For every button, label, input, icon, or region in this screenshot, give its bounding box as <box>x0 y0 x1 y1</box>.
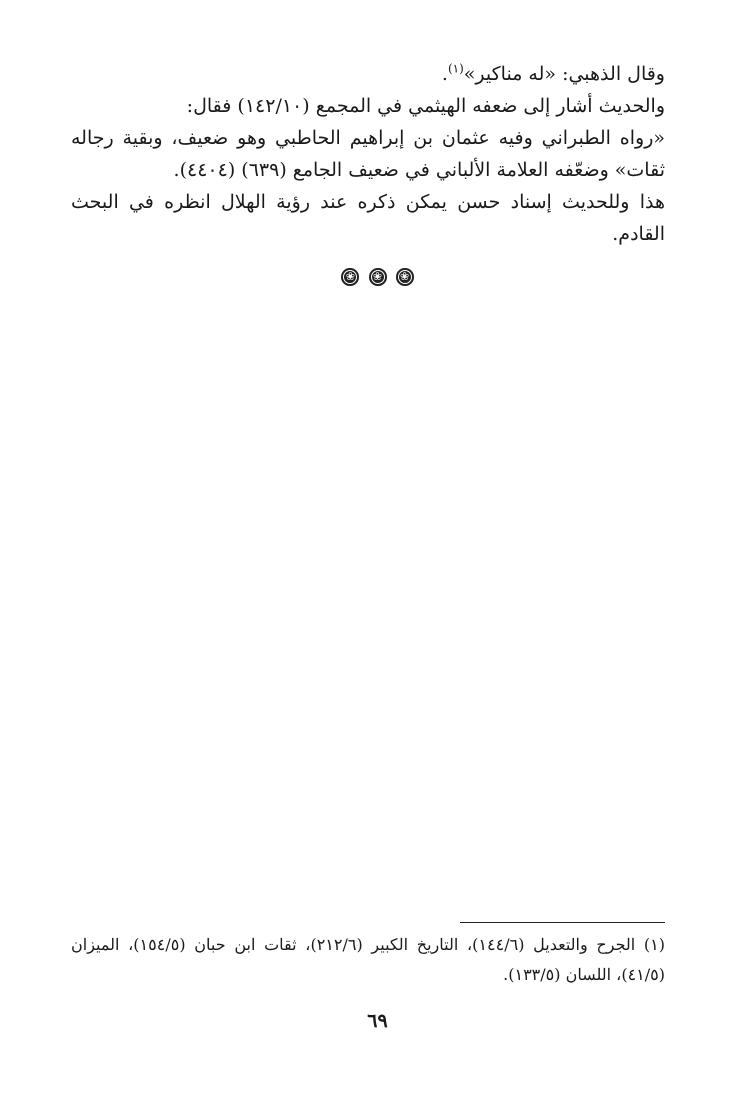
paragraph-hasan-chain: هذا وللحديث إسناد حسن يمكن ذكره عند رؤية الهلال انظره في البحث القادم. <box>71 191 665 245</box>
ornament-icon: ❀ <box>396 268 414 286</box>
footnote-reference: (١) <box>447 61 464 76</box>
section-divider-ornament <box>0 265 755 286</box>
paragraph-dhahabi-quote <box>71 58 665 90</box>
ornament-icon: ❀ <box>369 268 387 286</box>
main-text <box>71 58 665 250</box>
page-number: ٦٩ <box>367 1010 388 1032</box>
footnote-item: (١) الجرح والتعديل (١٤٤/٦)، التاريخ الكبير (٢١٢/٦)، ثقات ابن حبان (١٥٤/٥)، الميزان (٤١/٥)، اللسان (١٣٣/٥). <box>71 935 666 984</box>
dhahabi-quote-end: . <box>441 63 448 85</box>
dhahabi-quote-text: وقال الذهبي: «له مناكير» <box>463 63 665 85</box>
footnote-separator <box>460 922 665 923</box>
ornament-icon: ❀ <box>341 268 359 286</box>
footnotes <box>71 930 665 990</box>
paragraph-tabarani-narration: «رواه الطبراني وفيه عثمان بن إبراهيم الحاطبي وهو ضعيف، وبقية رجاله ثقات» وضعّفه العلامة الألباني في ضعيف الجامع (٦٣٩) (٤٤٠٤). <box>71 127 665 181</box>
paragraph-haythami: والحديث أشار إلى ضعفه الهيثمي في المجمع (١٤٢/١٠) فقال: <box>186 95 665 117</box>
